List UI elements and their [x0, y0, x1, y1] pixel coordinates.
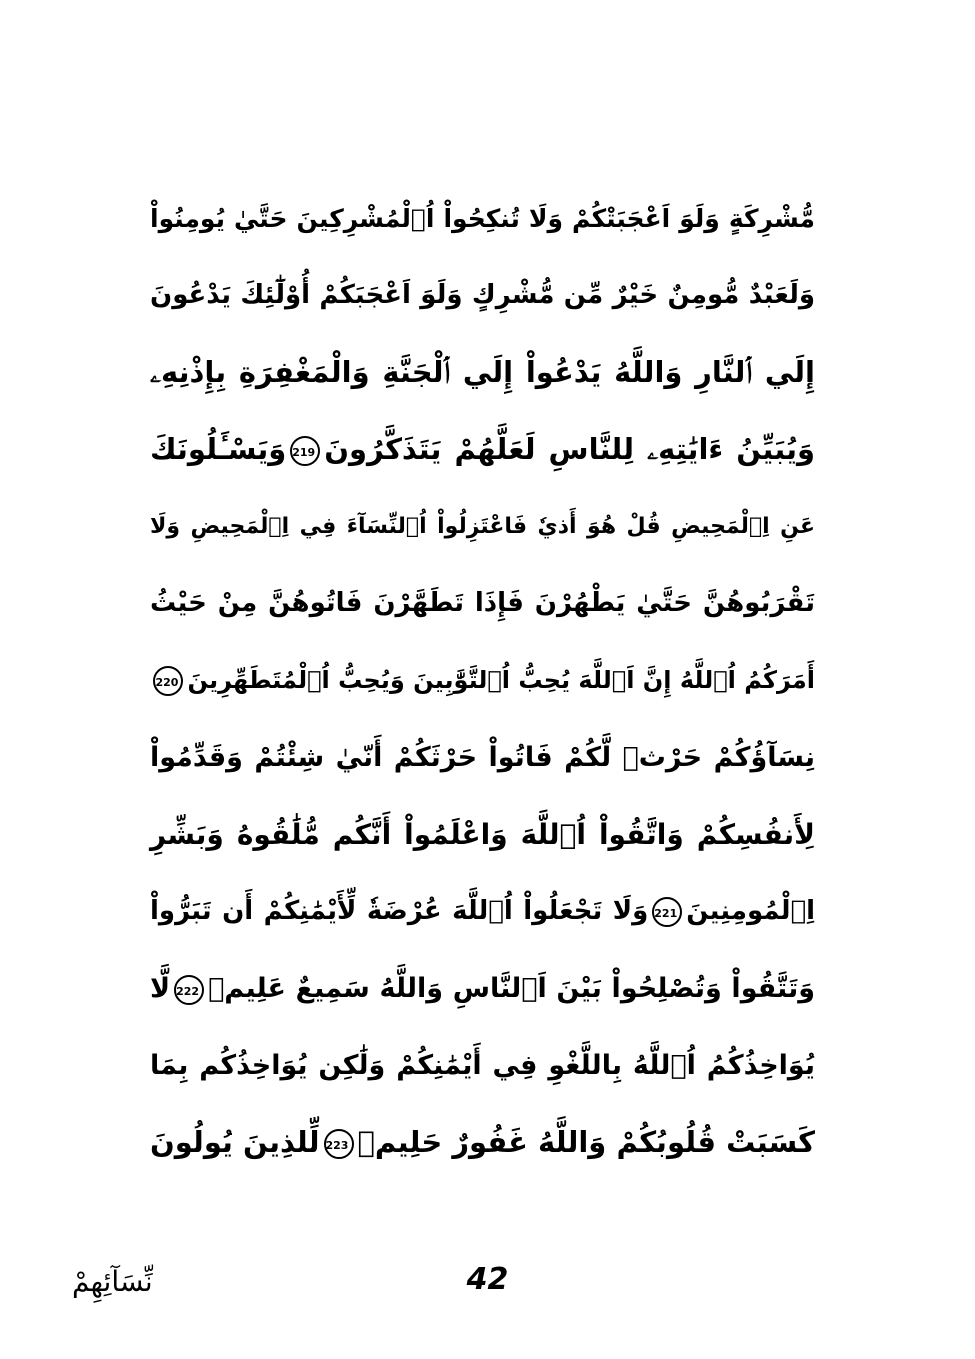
verse-text: وَتَتَّقُواْ وَتُصْلِحُواْ بَيْنَ اَ۬لنَّاسِ وَاللَّهُ سَمِيعٌ عَلِيمٞ	[208, 973, 815, 1004]
verse-number-marker: 221	[652, 897, 682, 927]
verse-text: يُوَاخِذُكُمُ اُ۬للَّهُ بِاللَّغْوِ فِي أَيْمَٰنِكُمْ وَلَٰكِن يُوَاخِذُكُم بِمَا	[150, 1050, 815, 1081]
verse-text: تَقْرَبُوهُنَّ حَتَّيٰ يَطْهُرْنَ فَإِذَا تَطَهَّرْنَ فَاتُوهُنَّ مِنْ حَيْثُ	[150, 588, 815, 618]
text-line	[150, 796, 815, 873]
catchword: نِّسَآئِهِمْ	[72, 1265, 153, 1298]
text-line	[150, 719, 815, 796]
text-line	[150, 1027, 815, 1104]
text-line	[150, 411, 815, 488]
verse-text: إِلَي اَ۬لنَّارِ وَاللَّهُ يَدْعُواْ إِلَي اَ۬لْجَنَّةِ وَالْمَغْفِرَةِ بِإِذْنِهِۦ	[150, 355, 815, 389]
verse-text: لِّلذِينَ يُولُونَ	[150, 1125, 320, 1159]
verse-number-marker: 219	[290, 436, 320, 466]
text-line	[150, 180, 815, 257]
verse-number-marker: 222	[174, 975, 204, 1005]
text-line	[150, 257, 815, 334]
verse-text: لِأَنفُسِكُمْ وَاتَّقُواْ اُ۬للَّهَ وَاعْلَمُواْ أَنَّكُم مُّلَٰقُوهُ وَبَشِّرِ	[150, 818, 815, 851]
verse-text: لَّا	[150, 973, 171, 1004]
verse-text: وَلَا تَجْعَلُواْ اُ۬للَّهَ عُرْضَةٗ لِّأَيْمَٰنِكُمْ أَن تَبَرُّواْ	[150, 896, 649, 926]
verse-text: كَسَبَتْ قُلُوبُكُمْ وَاللَّهُ غَفُورٌ حَلِيمٞ	[357, 1125, 815, 1159]
page-number: 42	[466, 1262, 509, 1297]
verse-text: وَلَعَبْدٌ مُّومِنٌ خَيْرٌ مِّن مُّشْرِكٍ وَلَوَ اَعْجَبَكُمْ أُوْلَٰٓئِكَ يَدْعُونَ	[150, 280, 815, 310]
text-line	[150, 950, 815, 1027]
verse-text: أَمَرَكُمُ اُ۬للَّهُ إِنَّ اَ۬للَّهَ يُحِبُّ اُ۬لتَّوَّٰبِينَ وَيُحِبُّ اُ۬لْمُتَطَهِّرِينَ	[187, 666, 815, 694]
text-line	[150, 1104, 815, 1181]
verse-number-marker: 220	[153, 666, 183, 696]
text-line	[150, 488, 815, 565]
verse-text: عَنِ اِ۬لْمَحِيضِ قُلْ هُوَ أَذيٗ فَاعْتَزِلُواْ اُ۬لنِّسَآءَ فِي اِ۬لْمَحِيضِ وَلَا	[150, 514, 815, 539]
quran-text-block	[150, 180, 815, 1181]
verse-text: اِ۬لْمُومِنِينَ	[686, 896, 815, 926]
text-line	[150, 873, 815, 950]
text-line	[150, 565, 815, 642]
text-line	[150, 334, 815, 411]
verse-number-marker: 223	[324, 1129, 354, 1159]
verse-text: مُّشْرِكَةٍ وَلَوَ اَعْجَبَتْكُمْ وَلَا تُنكِحُواْ اُ۬لْمُشْرِكِينَ حَتَّيٰ يُومِنُواْ	[150, 204, 815, 233]
text-line	[150, 642, 815, 719]
verse-text: وَيُبَيِّنُ ءَايَٰتِهِۦ لِلنَّاسِ لَعَلَّهُمْ يَتَذَكَّرُونَ	[324, 432, 815, 466]
verse-text: وَيَسْـَٔلُونَكَ	[150, 432, 287, 466]
verse-text: نِسَآؤُكُمْ حَرْثٞ لَّكُمْ فَاتُواْ حَرْثَكُمْ أَنّيٰ شِئْتُمْ وَقَدِّمُواْ	[150, 742, 815, 773]
